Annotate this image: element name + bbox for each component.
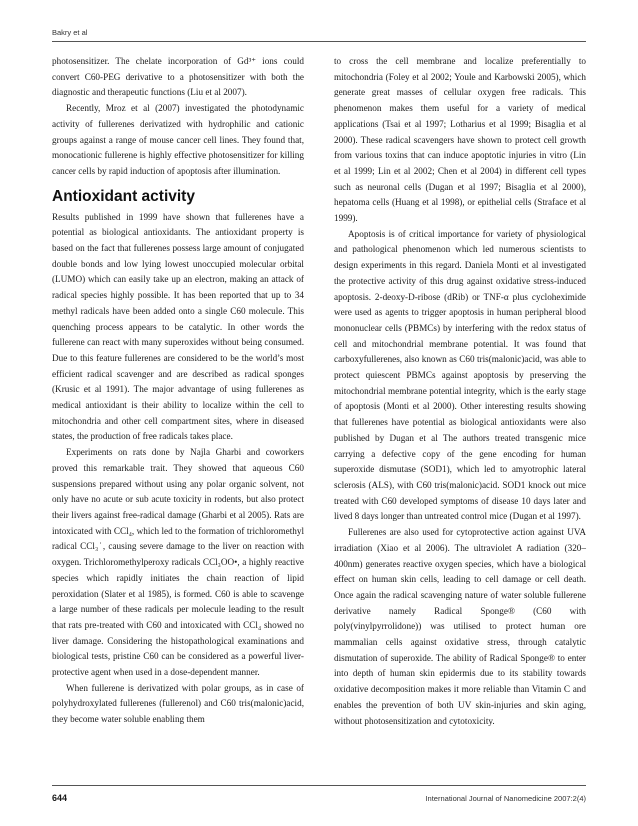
paragraph: When fullerene is derivatized with polar groups, as in case of polyhydroxylated fullerenes (fullerenol) and C60 tris(malonic)acid, they become water soluble enabling them: [52, 682, 304, 725]
paragraph: to cross the cell membrane and localize preferentially to mitochondria (Foley et al 2002; Youle and Karbowski 2005), which generate great masses of cellular oxygen free radicals. This phenomenon makes them useful for a variety of medical applications (Tsai et al 1997; Lotharius et al 1999; Bisaglia et al 2000). These radical scavengers have shown to protect cell growth from various toxins that can induce apoptotic injuries in vitro (Lin et al 1999; Lin et al 2002; Chen et al 2004) in different cell types such as neuronal cells (Dugan et al 1997; Bisaglia et al 2000), hepatoma cells (Huang et al 1998), or epithelial cells (Straface et al 1999).: [334, 56, 586, 224]
paragraph: Experiments on rats done by Najla Gharbi and coworkers proved this remarkable trait. They showed that aqueous C60 suspensions prepared without using any polar organic solvent, not only have no acute or sub acute toxicity in rodents, but also protect their livers against free-radical damage (Gharbi et al 2005). Rats are intoxicated with CCl₄, which led to the formation of trichloromethyl radical CCl₃˙, causing severe damage to the liver on reaction with oxygen. Trichloromethylperoxy radicals CCl₃OO•, a highly reactive species which rapidly initiates the chain reaction of lipid peroxidation (Slater et al 1985), is formed. C60 is able to scavenge a large number of these radicals per molecule leading to the result that rats pre-treated with C60 and intoxicated with CCl₄ showed no liver damage. Considering the histopathological examinations and biological tests, pristine C60 can be considered as a powerful liver-protective agent when used in a dose-dependent manner.: [52, 447, 304, 678]
paragraph: photosensitizer. The chelate incorporation of Gd³⁺ ions could convert C60-PEG derivative to a photosensitizer with both the diagnostic and therapeutic functions (Liu et al 2007).: [52, 56, 304, 98]
page-number: 644: [52, 793, 68, 803]
left-column: [52, 54, 304, 728]
paragraph: Fullerenes are also used for cytoprotective action against UVA irradiation (Xiao et al 2006). The ultraviolet A radiation (320–400nm) generates reactive oxygen species, which have a biological effect on human skin cells, leading to cell damage or cell death. Once again the radical scavenging nature of water soluble fullerene derivative namely Radical Sponge® (C60 with poly(vinylpyrrolidone)) was utilised to protect human ore mammalian cells against oxidative stress, through catalytic dismutation of superoxide. The ability of Radical Sponge® to enter into depth of human skin epidermis due to its stability towards oxidative decomposition makes it more reliable than Vitamin C and enables the prevention of both UV skin-injuries and skin aging, without photosensitization and cytotoxicity.: [334, 527, 586, 726]
paragraph: Results published in 1999 have shown that fullerenes have a potential as biological antioxidants. The antioxidant property is based on the fact that fullerenes possess large amount of conjugated double bonds and low lying lowest unoccupied molecular orbital (LUMO) which can easily take up an electron, making an attack of radical species highly possible. It has been reported that up to 34 methyl radicals have been added onto a single C60 molecule. This quenching process appears to be catalytic. In other words the fullerene can react with many superoxides without being consumed. Due to this feature fullerenes are considered to be the world’s most efficient radical scavenger and are described as radical sponges (Krusic et al 1991). The major advantage of using fullerenes as medical antioxidant is their ability to localize within the cell to mitochondria and other cell compartment sites, where in diseased states, the production of free radicals takes place.: [52, 211, 304, 442]
section-heading: Antioxidant activity: [52, 187, 195, 205]
paragraph: Apoptosis is of critical importance for variety of physiological and pathological phenomenon which led numerous scientists to design experiments in this regard. Daniela Monti et al investigated the protective activity of this drug against oxidative stress-induced apoptosis. 2-deoxy-D-ribose (dRib) or TNF-α plus cycloheximide were used as agents to trigger apoptosis in human peripheral blood mononuclear cells (PBMCs) by interfering with the redox status of cell and mitochondrial membrane potential. It was found that carboxyfullerenes, also known as C60 tris(malonic)acid, was able to protect quiescent PBMCs against apoptosis by preserving the mitochondrial membrane potential integrity, which is the early stage of apoptosis (Monti et al 2000). Other interesting results showing that fullerenes have potential as biological antioxidants were also published by Dugan et al The authors treated transgenic mice carrying a defective copy of the gene encoding for human superoxide dismutase (SOD1), which led to amyotrophic lateral sclerosis (ALS), with C60 tris(malonic)acid. SOD1 knock out mice treated with C60 developed symptoms of disease 10 days later and lived 8 days longer than untreated control mice (Dugan et al 1997).: [334, 228, 586, 522]
right-column: [334, 54, 586, 729]
journal-citation: International Journal of Nanomedicine 2007:2(4): [425, 794, 586, 803]
header-rule: [52, 41, 586, 42]
running-head: Bakry et al: [52, 28, 88, 37]
paragraph: Recently, Mroz et al (2007) investigated the photodynamic activity of fullerenes derivatized with hydrophilic and cationic groups against a range of mouse cancer cell lines. They found that, monocationic fullerene is highly effective photosensitizer for killing cancer cells by rapid induction of apoptosis after illumination.: [52, 103, 304, 176]
footer-rule: [52, 785, 586, 786]
